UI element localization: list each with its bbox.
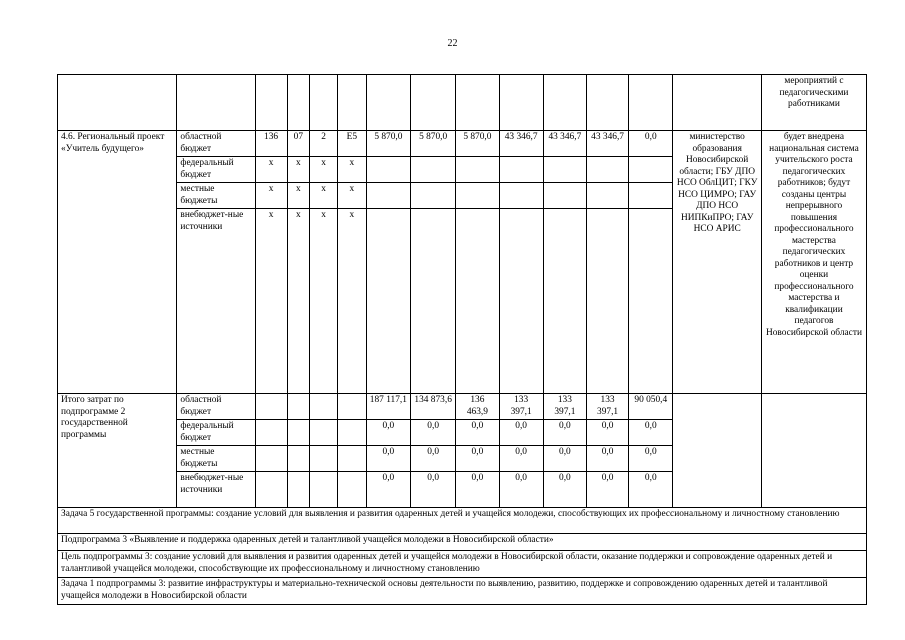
code-cell: х [255, 157, 287, 183]
amount-cell: 90 050,4 [629, 394, 673, 420]
amount-cell: 133 397,1 [586, 394, 628, 420]
amount-cell: 43 346,7 [543, 131, 586, 157]
amount-cell: 0,0 [499, 420, 543, 446]
project-46-name: 4.6. Региональный проект «Учитель будущего» [58, 131, 177, 394]
continuation-result-cell: мероприятий с педагогическими работниками [761, 75, 866, 131]
project-46-row-regional [58, 131, 867, 157]
total-sub2-name: Итого затрат по подпрограмме 2 государственной программы [58, 394, 177, 508]
project-46-executors: министерство образования Новосибирской области; ГБУ ДПО НСО ОблЦИТ; ГКУ НСО ЦИМРО; ГАУ ДПО НСО НИПКиПРО; ГАУ НСО АРИС [673, 131, 762, 394]
code-cell: х [337, 183, 366, 209]
amount-cell: 187 117,1 [366, 394, 410, 420]
amount-cell: 0,0 [629, 420, 673, 446]
code-cell: х [287, 209, 310, 394]
code-cell: х [310, 157, 338, 183]
amount-cell: 0,0 [366, 446, 410, 472]
funding-source: федеральный бюджет [177, 157, 255, 183]
continuation-row [58, 75, 867, 131]
task5-text: Задача 5 государственной программы: создание условий для выявления и развития одаренных детей и учащейся молодежи, способствующих их профессиональному и личностному становлению [58, 508, 867, 534]
code-cell: 2 [310, 131, 338, 157]
amount-cell: 0,0 [411, 472, 456, 508]
amount-cell: 0,0 [543, 472, 586, 508]
amount-cell: 0,0 [586, 446, 628, 472]
amount-cell: 0,0 [586, 420, 628, 446]
task5-row [58, 508, 867, 534]
total-sub2-row-regional [58, 394, 867, 420]
amount-cell: 0,0 [586, 472, 628, 508]
code-cell: х [255, 209, 287, 394]
amount-cell: 0,0 [543, 420, 586, 446]
amount-cell: 5 870,0 [411, 131, 456, 157]
amount-cell: 0,0 [411, 420, 456, 446]
code-cell: х [310, 209, 338, 394]
amount-cell: 0,0 [456, 472, 499, 508]
funding-source: местные бюджеты [177, 183, 255, 209]
amount-cell: 0,0 [499, 446, 543, 472]
amount-cell: 0,0 [456, 446, 499, 472]
project-46-result: будет внедрена национальная система учительского роста педагогических работников; будут созданы центры непрерывного повышения профессионального мастерства педагогических работников и центр оценки профессионального мастерства и квалификации педагогов Новосибирской области [761, 131, 866, 394]
funding-source: внебюджет-ные источники [177, 472, 255, 508]
funding-source: внебюджет-ные источники [177, 209, 255, 394]
code-cell: Е5 [337, 131, 366, 157]
amount-cell: 133 397,1 [499, 394, 543, 420]
code-cell: х [287, 183, 310, 209]
funding-source: федеральный бюджет [177, 420, 255, 446]
code-cell: х [337, 209, 366, 394]
funding-source: областной бюджет [177, 394, 255, 420]
program-table [57, 74, 867, 605]
amount-cell: 0,0 [629, 131, 673, 157]
amount-cell: 0,0 [366, 420, 410, 446]
amount-cell: 0,0 [456, 420, 499, 446]
code-cell: х [287, 157, 310, 183]
amount-cell: 0,0 [411, 446, 456, 472]
amount-cell: 0,0 [629, 472, 673, 508]
amount-cell: 0,0 [543, 446, 586, 472]
task1-sub3-text: Задача 1 подпрограммы 3: развитие инфраструктуры и материально-технической основы деятельности по выявлению, развитию, поддержке и сопровождению одаренных детей и талантливой учащейся молодежи в Новосибирской области [58, 578, 867, 605]
funding-source: местные бюджеты [177, 446, 255, 472]
amount-cell: 0,0 [499, 472, 543, 508]
page-number: 22 [447, 38, 458, 49]
amount-cell: 43 346,7 [586, 131, 628, 157]
goal3-text: Цель подпрограммы 3: создание условий для выявления и развития одаренных детей и учащейся молодежи в Новосибирской области, оказание поддержки и сопровождение одаренных детей и талантливой учащейся молодежи, способствующие их профессиональному и личностному становлению [58, 551, 867, 578]
amount-cell: 0,0 [629, 446, 673, 472]
funding-source: областной бюджет [177, 131, 255, 157]
amount-cell: 5 870,0 [366, 131, 410, 157]
goal3-row [58, 551, 867, 578]
code-cell: 07 [287, 131, 310, 157]
subprogram3-title: Подпрограмма 3 «Выявление и поддержка одаренных детей и талантливой учащейся молодежи в Новосибирской области» [58, 534, 867, 551]
subprogram3-row [58, 534, 867, 551]
amount-cell: 0,0 [366, 472, 410, 508]
amount-cell: 136 463,9 [456, 394, 499, 420]
code-cell: х [255, 183, 287, 209]
amount-cell: 5 870,0 [456, 131, 499, 157]
code-cell: х [337, 157, 366, 183]
code-cell: х [310, 183, 338, 209]
code-cell: 136 [255, 131, 287, 157]
task1-sub3-row [58, 578, 867, 605]
amount-cell: 133 397,1 [543, 394, 586, 420]
amount-cell: 134 873,6 [411, 394, 456, 420]
amount-cell: 43 346,7 [499, 131, 543, 157]
